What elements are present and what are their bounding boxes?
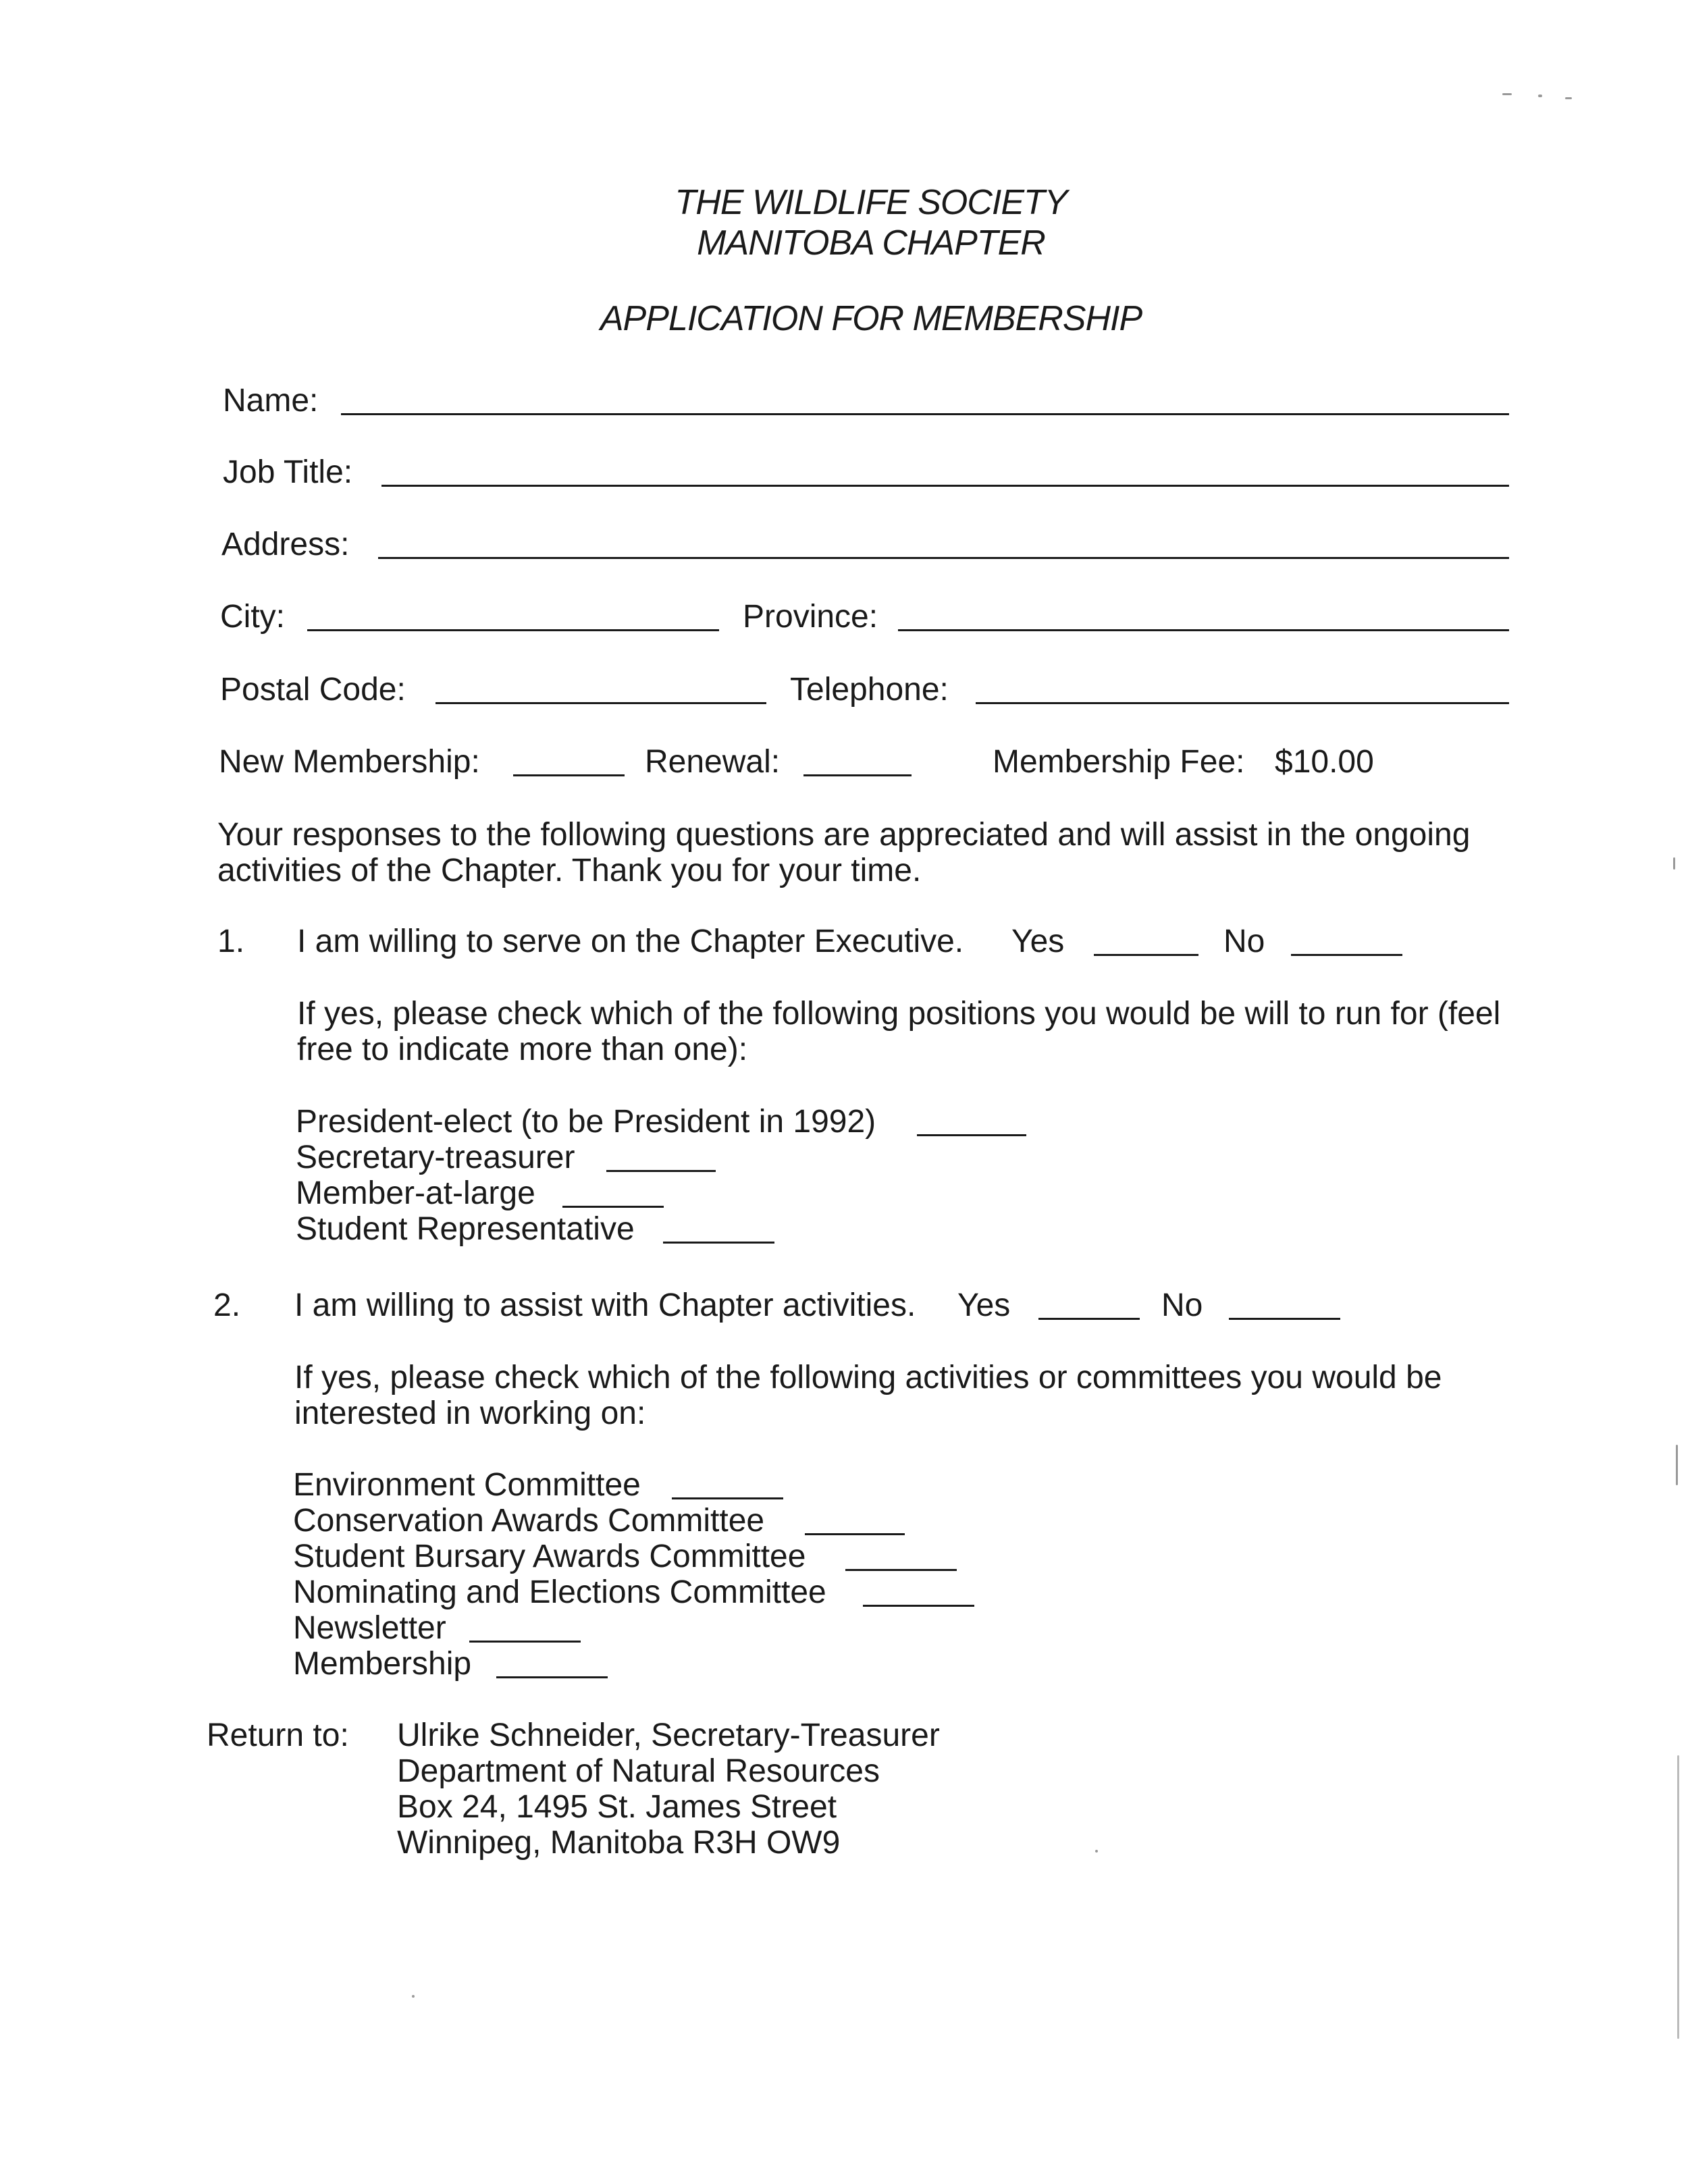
chapter-title: MANITOBA CHAPTER: [697, 223, 1045, 263]
postal-code-field[interactable]: [436, 702, 766, 704]
membership-fee-label: Membership Fee:: [993, 744, 1245, 780]
scan-speck: [1676, 1445, 1678, 1485]
q2-no-field[interactable]: [1229, 1318, 1340, 1320]
q1-option-student-representative: Student Representative: [296, 1211, 635, 1247]
q1-text: I am willing to serve on the Chapter Executive.: [297, 924, 964, 959]
renewal-label: Renewal:: [645, 744, 781, 780]
q2-followup-line-2: interested in working on:: [294, 1395, 646, 1431]
new-membership-label: New Membership:: [219, 744, 480, 780]
q2-option-conservation-awards-field[interactable]: [805, 1533, 905, 1535]
scan-speck: [412, 1995, 415, 1998]
scan-speck: [1502, 93, 1512, 95]
q1-no-field[interactable]: [1291, 954, 1402, 956]
q1-followup-line-2: free to indicate more than one):: [297, 1032, 748, 1067]
q2-option-student-bursary: Student Bursary Awards Committee: [293, 1539, 806, 1574]
q1-option-secretary-treasurer-field[interactable]: [606, 1170, 716, 1172]
q2-option-nominating-elections-field[interactable]: [863, 1605, 974, 1607]
q1-option-president-elect: President-elect (to be President in 1992): [296, 1104, 876, 1140]
q2-option-newsletter: Newsletter: [293, 1610, 446, 1646]
membership-fee-value: $10.00: [1275, 744, 1374, 780]
q2-option-environment: Environment Committee: [293, 1467, 641, 1503]
renewal-field[interactable]: [803, 774, 912, 776]
q2-option-nominating-elections: Nominating and Elections Committee: [293, 1574, 826, 1610]
q2-followup-line-1: If yes, please check which of the following activities or committees you would be: [294, 1360, 1442, 1395]
city-label: City:: [220, 599, 285, 635]
q2-yes-field[interactable]: [1038, 1318, 1140, 1320]
q1-option-member-at-large: Member-at-large: [296, 1175, 535, 1211]
q2-option-membership-field[interactable]: [496, 1676, 608, 1678]
scan-speck: [1565, 97, 1572, 99]
postal-code-label: Postal Code:: [220, 672, 406, 708]
intro-line-2: activities of the Chapter. Thank you for your time.: [217, 853, 922, 888]
province-field[interactable]: [898, 629, 1509, 631]
job-title-label: Job Title:: [223, 454, 353, 490]
address-label: Address:: [221, 527, 350, 562]
form-title: APPLICATION FOR MEMBERSHIP: [600, 299, 1142, 338]
scan-speck: [1677, 1755, 1679, 2039]
province-label: Province:: [743, 599, 878, 635]
q2-yes-label: Yes: [957, 1287, 1011, 1323]
return-to-line-3: Box 24, 1495 St. James Street: [397, 1789, 837, 1825]
org-title: THE WILDLIFE SOCIETY: [675, 183, 1067, 222]
q2-text: I am willing to assist with Chapter activities.: [294, 1287, 916, 1323]
scan-speck: [1538, 95, 1542, 97]
job-title-field[interactable]: [381, 485, 1509, 487]
name-label: Name:: [223, 383, 319, 419]
q2-option-conservation-awards: Conservation Awards Committee: [293, 1503, 765, 1539]
city-field[interactable]: [307, 629, 719, 631]
name-field[interactable]: [341, 413, 1509, 415]
q1-no-label: No: [1223, 924, 1265, 959]
q1-option-student-representative-field[interactable]: [663, 1242, 774, 1244]
intro-line-1: Your responses to the following questions are appreciated and will assist in the ongoing: [217, 817, 1471, 853]
new-membership-field[interactable]: [513, 774, 625, 776]
q2-option-student-bursary-field[interactable]: [845, 1569, 957, 1571]
q1-option-secretary-treasurer: Secretary-treasurer: [296, 1140, 575, 1175]
return-to-line-1: Ulrike Schneider, Secretary-Treasurer: [397, 1717, 940, 1753]
scan-speck: [1673, 857, 1675, 870]
q2-no-label: No: [1161, 1287, 1203, 1323]
q1-number: 1.: [217, 924, 245, 959]
return-to-label: Return to:: [207, 1717, 349, 1753]
q1-yes-label: Yes: [1011, 924, 1065, 959]
q2-option-newsletter-field[interactable]: [469, 1641, 581, 1643]
q1-option-member-at-large-field[interactable]: [562, 1206, 664, 1208]
telephone-label: Telephone:: [790, 672, 949, 708]
q1-yes-field[interactable]: [1094, 954, 1198, 956]
q2-number: 2.: [213, 1287, 241, 1323]
q2-option-membership: Membership: [293, 1646, 472, 1682]
q2-option-environment-field[interactable]: [672, 1497, 783, 1499]
return-to-line-2: Department of Natural Resources: [397, 1753, 880, 1789]
scan-speck: [1095, 1850, 1098, 1853]
q1-followup-line-1: If yes, please check which of the following positions you would be will to run for (feel: [297, 996, 1501, 1032]
telephone-field[interactable]: [976, 702, 1509, 704]
return-to-line-4: Winnipeg, Manitoba R3H OW9: [397, 1825, 841, 1861]
q1-option-president-elect-field[interactable]: [917, 1134, 1026, 1136]
address-field[interactable]: [378, 557, 1509, 559]
